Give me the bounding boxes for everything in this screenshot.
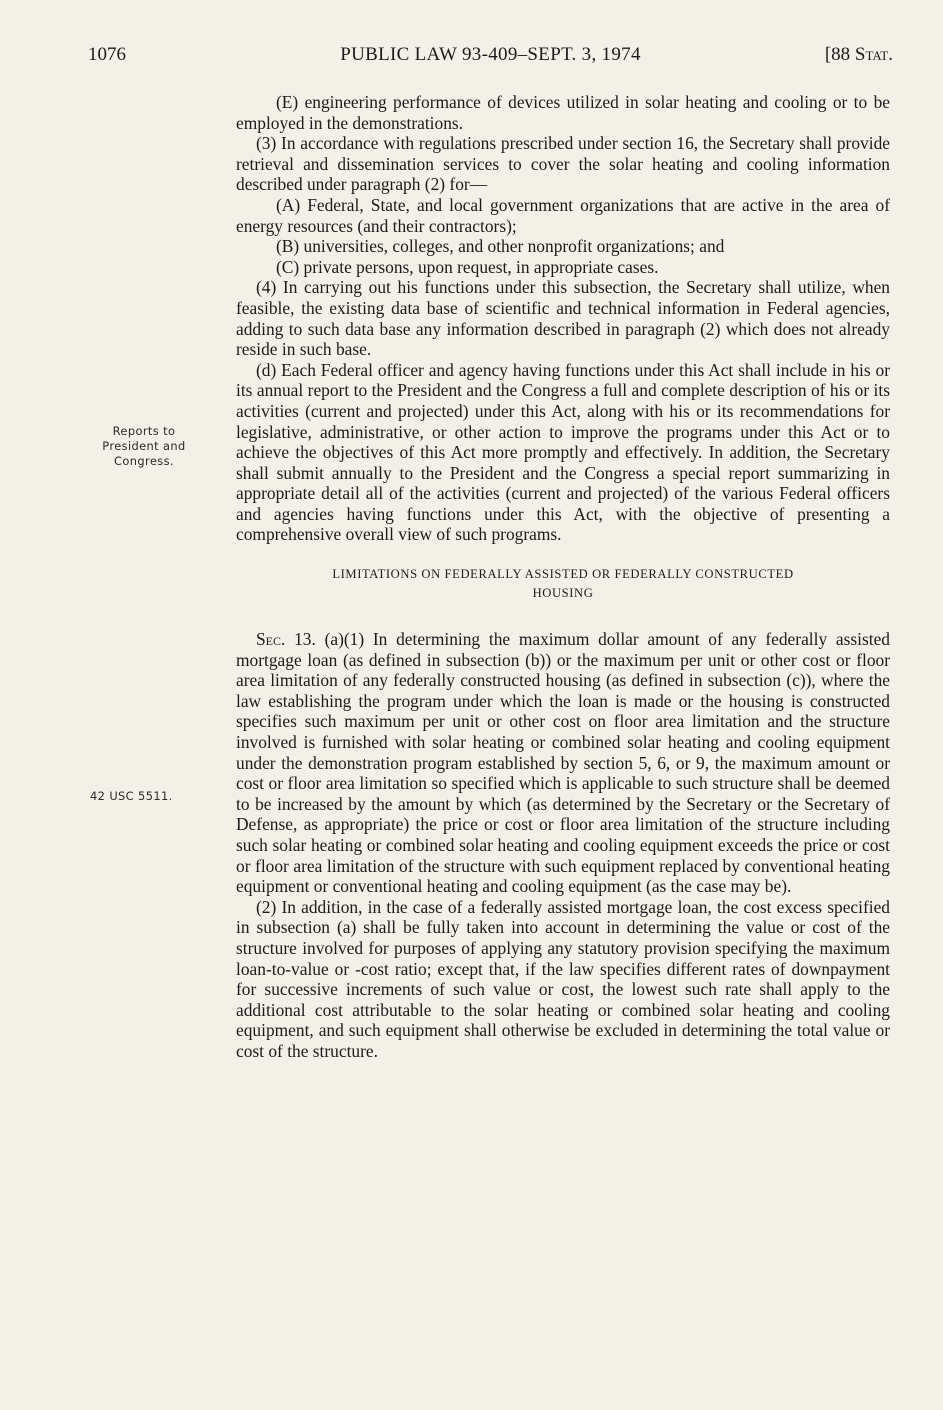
- margin-note-line: Congress.: [114, 454, 174, 468]
- section-13-text: 13. (a)(1) In determining the maximum dollar amount of any federally assisted mortgage loan (as defined in subsection (b)) or the maximum per unit or other cost or floor area limitation of any federally constructed housing (as defined in subsection (c)), where the law establishing the program under which the loan is made or the housing is constructed specifies such maximum per unit or other cost on floor area limitation and the structure involved is furnished with solar heating or combined solar heating and cooling equipment under the demonstration program established by section 5, 6, or 9, the maximum amount or cost or floor area limitation so specified which is applicable to such structure shall be deemed to be increased by the amount by which (as determined by the Secretary or the Secretary of Defense, as appropriate) the price or cost or floor area limitation of the structure including such solar heating or combined solar heating and cooling equipment exceeds the price or cost or floor area limitation of the structure with such equipment replaced by conventional heating equipment or conventional heating and cooling equipment (as the case may be).: [236, 629, 890, 897]
- paragraph-e: (E) engineering performance of devices utilized in solar heating and cooling or to be employed in the demonstrations.: [236, 92, 890, 133]
- paragraph-4: (4) In carrying out his functions under this subsection, the Secretary shall utilize, when feasible, the existing data base of scientific and technical information in Federal agencies, adding to such data base any information described in paragraph (2) which does not already reside in such base.: [236, 277, 890, 360]
- section-label: Sec.: [256, 629, 286, 650]
- section-heading: [236, 565, 890, 603]
- statute-reference: [88 Stat.: [824, 44, 893, 65]
- page-number: 1076: [88, 44, 126, 65]
- margin-note-reports: [88, 424, 200, 469]
- paragraph-d: (d) Each Federal officer and agency having functions under this Act shall include in his or its annual report to the President and the Congress a full and complete description of his or its activities (current and projected) under this Act, along with his or its recommendations for legislative, administrative, or other action to improve the programs under this Act or to achieve the objectives of this Act more promptly and effectively. In addition, the Secretary shall submit annually to the President and the Congress a special report summarizing in appropriate detail all of the activities (current and projected) of the various Federal officers and agencies having functions under this Act, with the objective of presenting a comprehensive overall view of such programs.: [236, 359, 890, 545]
- paragraph-3a: (A) Federal, State, and local government organizations that are active in the area of energy resources (and their contractors);: [236, 194, 890, 236]
- paragraph-3b: (B) universities, colleges, and other nonprofit organizations; and: [276, 236, 725, 257]
- paragraph-2: (2) In addition, in the case of a federally assisted mortgage loan, the cost excess specified in subsection (a) shall be fully taken into account in determining the value or cost of the structure involved for purposes of applying any statutory provision specifying the maximum loan-to-value or -cost ratio; except that, if the law specifies different rates of downpayment for successive increments of such value or cost, the lowest such rate shall apply to the additional cost attributable to the solar heating or combined solar heating and cooling equipment, and such equipment shall otherwise be excluded in determining the total value or cost of the structure.: [236, 896, 890, 1061]
- margin-note-usc: 42 USC 5511.: [90, 789, 173, 803]
- heading-line: LIMITATIONS ON FEDERALLY ASSISTED OR FEDERALLY CONSTRUCTED: [332, 567, 794, 582]
- paragraph-3: (3) In accordance with regulations prescribed under section 16, the Secretary shall provide retrieval and dissemination services to cover the solar heating and cooling information described under paragraph (2) for—: [236, 133, 890, 195]
- margin-note-line: President and: [102, 439, 186, 453]
- running-title: PUBLIC LAW 93-409–SEPT. 3, 1974: [340, 44, 641, 65]
- body-text: [236, 92, 890, 1062]
- margin-note-line: Reports to: [112, 424, 176, 438]
- heading-line: HOUSING: [532, 586, 594, 601]
- paragraph-3c: (C) private persons, upon request, in appropriate cases.: [276, 256, 659, 277]
- section-13-paragraph-a1: [236, 629, 890, 897]
- page-header: [88, 44, 893, 70]
